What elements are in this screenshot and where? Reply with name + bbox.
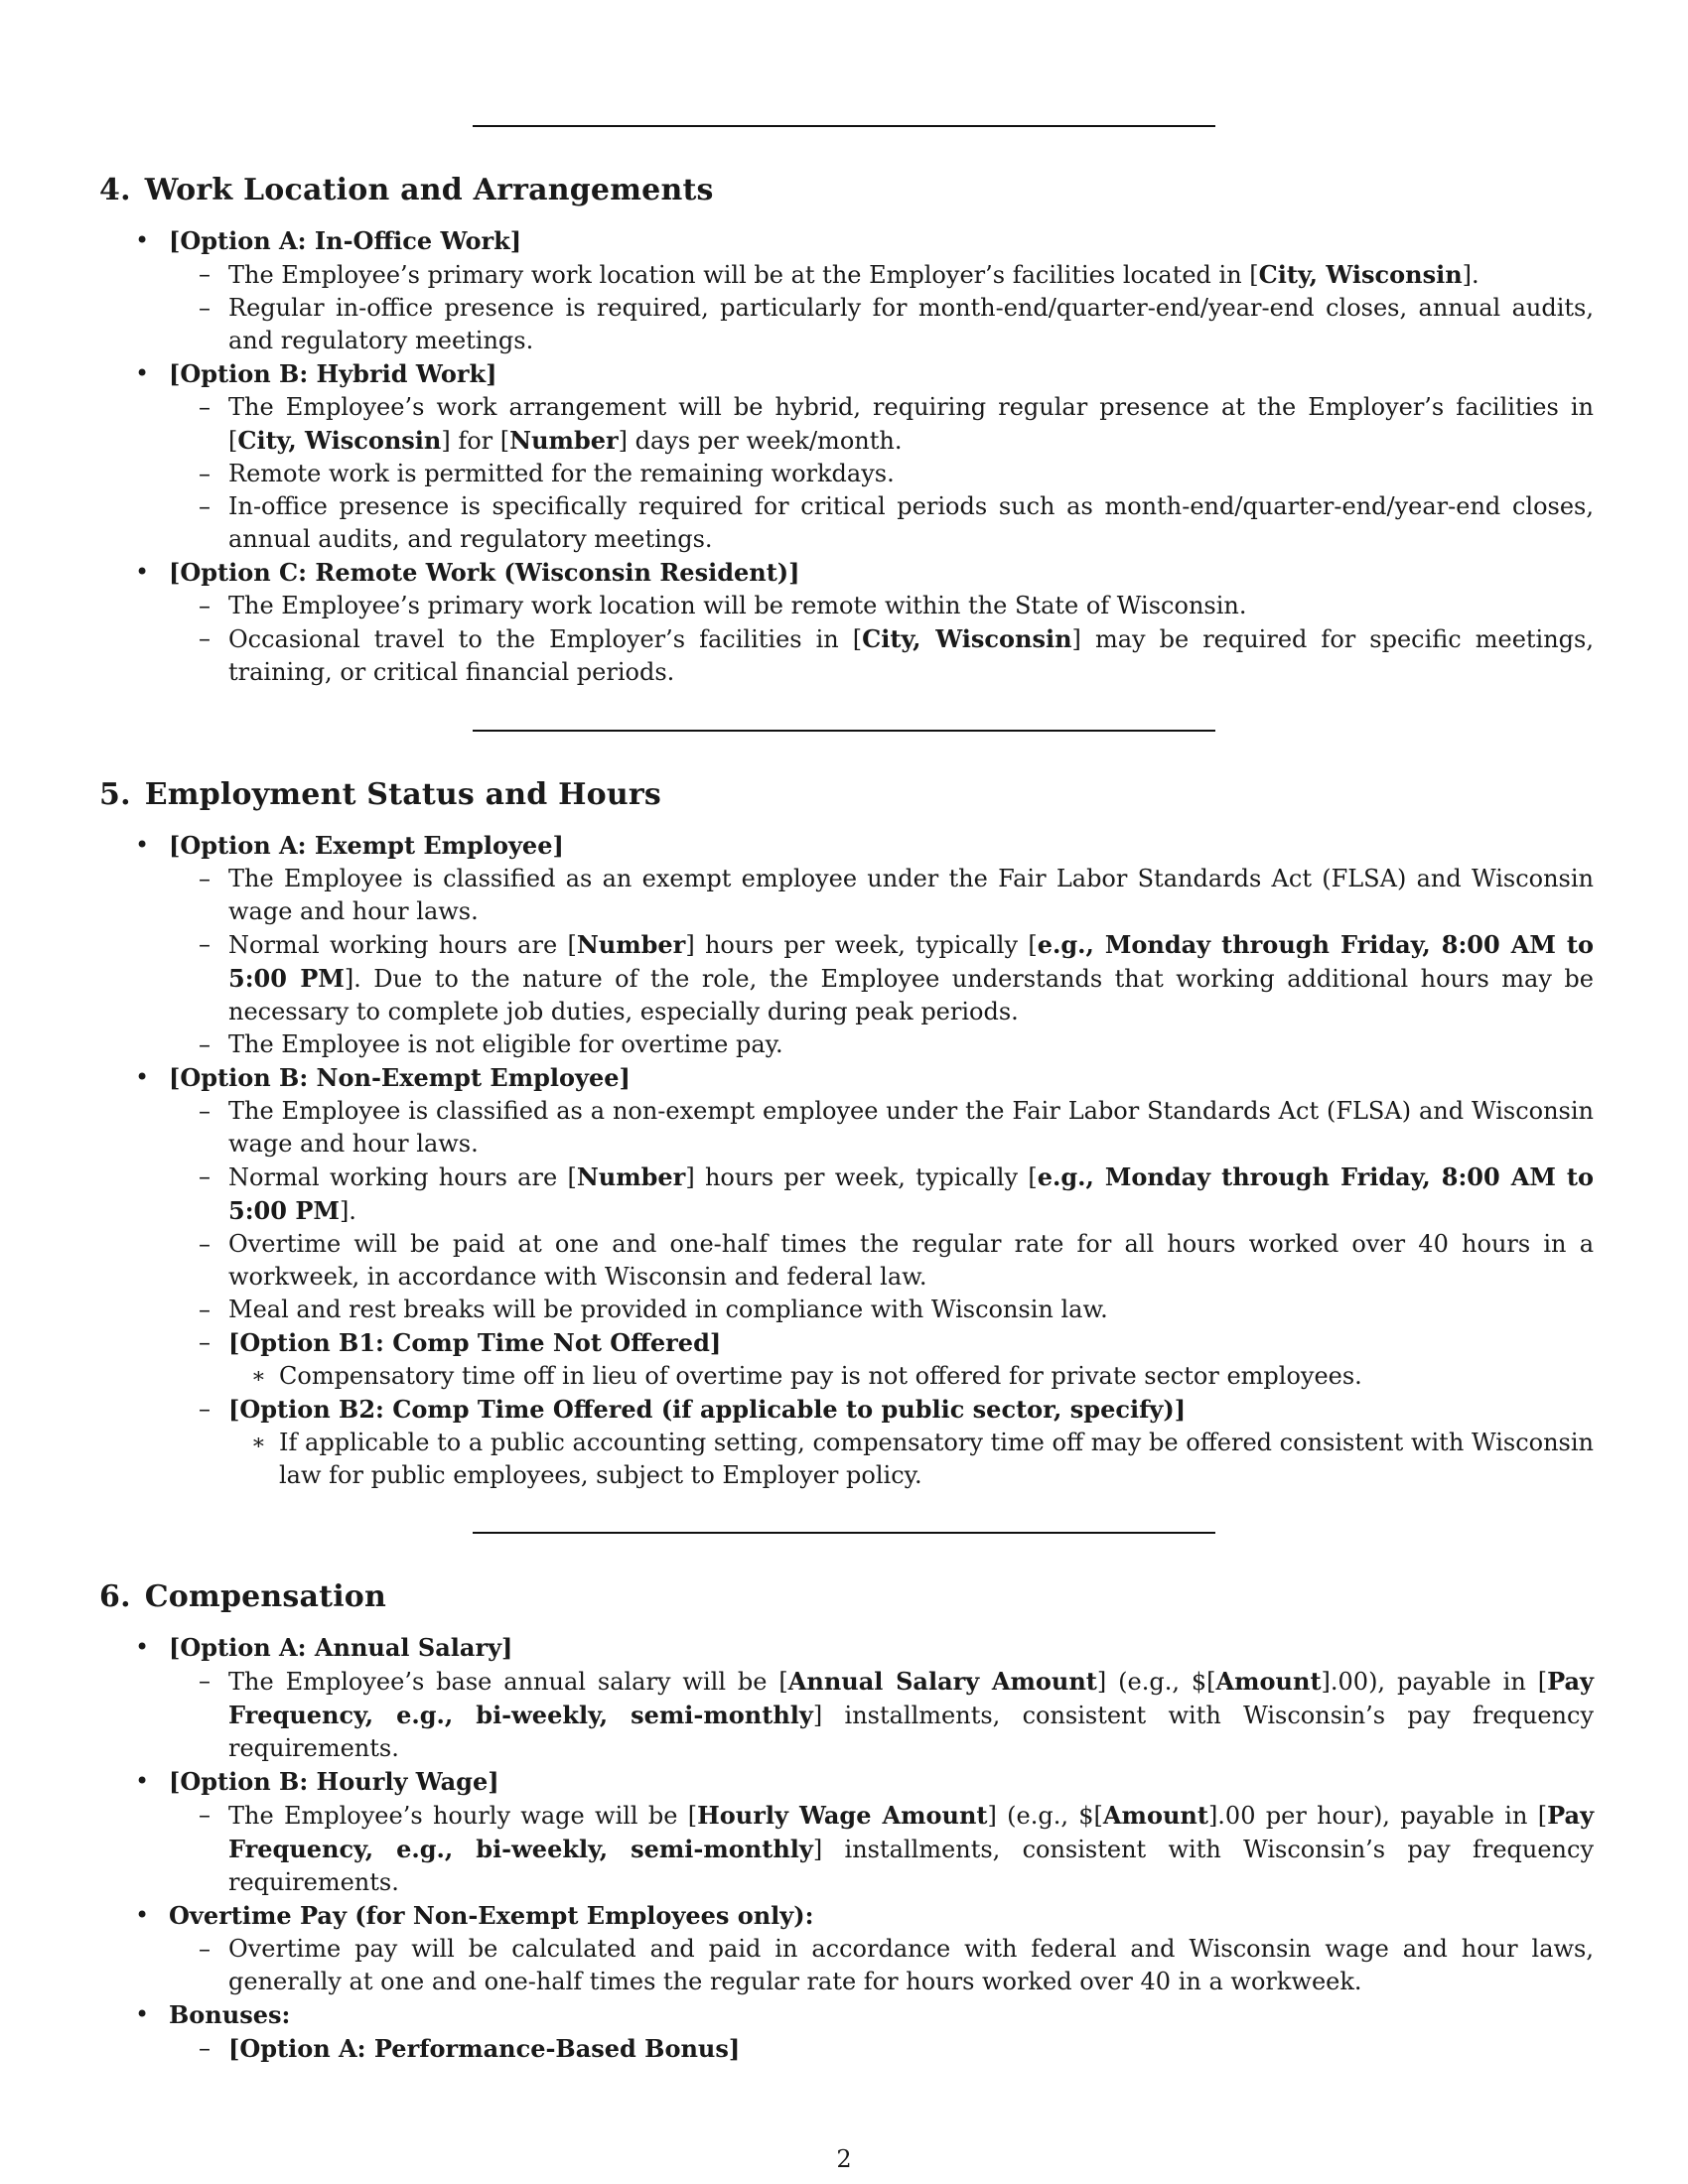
section-4-body — [0, 224, 1688, 689]
list-item: • [Option A: Exempt Employee] — [0, 829, 1688, 863]
list-item: – The Employee’s primary work location will be at the Employer’s facilities located in [City, Wisconsin]. — [0, 258, 1594, 292]
section-heading-employment-status: 5. Employment Status and Hours — [99, 777, 661, 812]
list-item: ∗ If applicable to a public accounting setting, compensatory time off may be offered consistent with Wisconsin law for public employees, subject to Employer policy. — [0, 1427, 1594, 1492]
list-item: – Overtime pay will be calculated and paid in accordance with federal and Wisconsin wage and hour laws, generally at one and one-half times the regular rate for hours worked over 40 in a workweek. — [0, 1933, 1594, 1998]
section-divider — [473, 1532, 1215, 1534]
list-item: – In-office presence is specifically required for critical periods such as month-end/quarter-end/year-end closes, annual audits, and regulatory meetings. — [0, 490, 1594, 556]
list-item: ∗ Compensatory time off in lieu of overtime pay is not offered for private sector employees. — [0, 1360, 1594, 1393]
section-5-body — [0, 829, 1688, 1492]
list-item: – Remote work is permitted for the remaining workdays. — [0, 458, 1594, 490]
list-item: • Overtime Pay (for Non-Exempt Employees only): — [0, 1899, 1688, 1933]
list-item: – The Employee’s primary work location will be remote within the State of Wisconsin. — [0, 590, 1594, 622]
list-item: • Bonuses: — [0, 1998, 1688, 2032]
list-item: – Meal and rest breaks will be provided in compliance with Wisconsin law. — [0, 1294, 1594, 1326]
list-item: – Overtime will be paid at one and one-half times the regular rate for all hours worked over 40 hours in a workweek, in accordance with Wisconsin and federal law. — [0, 1228, 1594, 1294]
list-item: – [Option B1: Comp Time Not Offered] — [0, 1326, 1594, 1360]
list-item: – The Employee’s hourly wage will be [Hourly Wage Amount] (e.g., $[Amount].00 per hour), payable in [Pay Frequency, e.g., bi-weekly, semi-monthly] installments, consistent with Wisconsin’s pay frequency requirements. — [0, 1799, 1594, 1899]
list-item: • [Option B: Hourly Wage] — [0, 1765, 1688, 1799]
list-item: – The Employee’s base annual salary will be [Annual Salary Amount] (e.g., $[Amount].00), payable in [Pay Frequency, e.g., bi-weekly, semi-monthly] installments, consistent with Wisconsin’s pay frequency requirements. — [0, 1665, 1594, 1765]
section-heading-compensation: 6. Compensation — [99, 1579, 387, 1614]
list-item: • [Option A: Annual Salary] — [0, 1631, 1688, 1665]
list-item: – The Employee is classified as an exempt employee under the Fair Labor Standards Act (FLSA) and Wisconsin wage and hour laws. — [0, 863, 1594, 928]
section-divider — [473, 125, 1215, 127]
section-divider — [473, 730, 1215, 732]
list-item: – Normal working hours are [Number] hours per week, typically [e.g., Monday through Friday, 8:00 AM to 5:00 PM]. Due to the nature of the role, the Employee understands that working additional hours may be necessary to complete job duties, especially during peak periods. — [0, 928, 1594, 1028]
page-number: 2 — [836, 2145, 852, 2173]
list-item: • [Option B: Non-Exempt Employee] — [0, 1061, 1688, 1095]
list-item: – [Option B2: Comp Time Offered (if applicable to public sector, specify)] — [0, 1393, 1594, 1427]
list-item: – The Employee is not eligible for overtime pay. — [0, 1028, 1594, 1061]
list-item: • [Option B: Hybrid Work] — [0, 357, 1688, 391]
list-item: – [Option A: Performance-Based Bonus] — [0, 2032, 1594, 2066]
list-item: – The Employee is classified as a non-exempt employee under the Fair Labor Standards Act (FLSA) and Wisconsin wage and hour laws. — [0, 1095, 1594, 1160]
list-item: – The Employee’s work arrangement will be hybrid, requiring regular presence at the Employer’s facilities in [City, Wisconsin] for [Number] days per week/month. — [0, 391, 1594, 458]
section-6-body — [0, 1631, 1688, 2066]
list-item: • [Option C: Remote Work (Wisconsin Resident)] — [0, 556, 1688, 590]
list-item: – Regular in-office presence is required, particularly for month-end/quarter-end/year-end closes, annual audits, and regulatory meetings. — [0, 292, 1594, 357]
list-item: • [Option A: In-Office Work] — [0, 224, 1688, 258]
list-item: – Occasional travel to the Employer’s facilities in [City, Wisconsin] may be required for specific meetings, training, or critical financial periods. — [0, 622, 1594, 689]
list-item: – Normal working hours are [Number] hours per week, typically [e.g., Monday through Friday, 8:00 AM to 5:00 PM]. — [0, 1160, 1594, 1228]
section-heading-work-location: 4. Work Location and Arrangements — [99, 173, 714, 207]
